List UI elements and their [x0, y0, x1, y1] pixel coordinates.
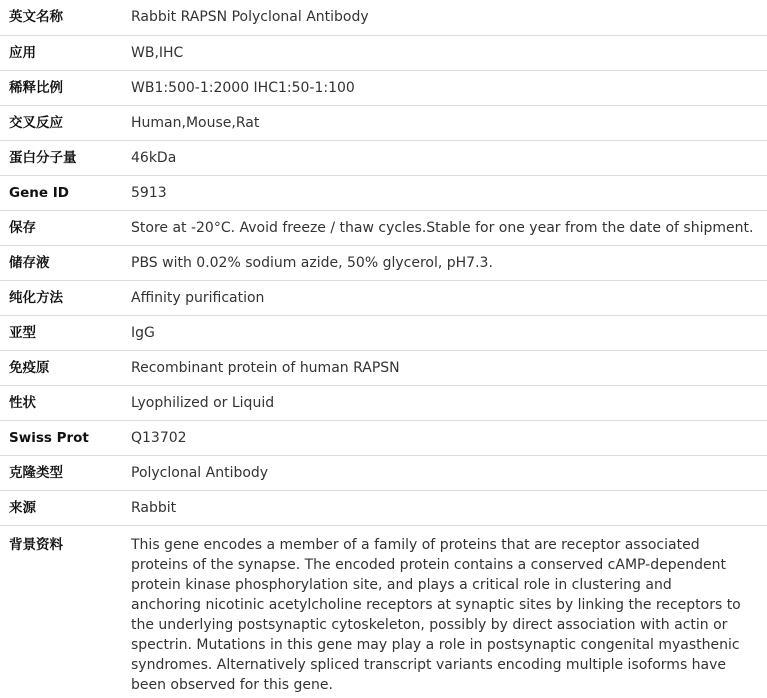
table-row-host — [0, 490, 767, 525]
table-row-application — [0, 35, 767, 70]
table-row-english-name — [0, 0, 767, 35]
row-value: Store at -20°C. Avoid freeze / thaw cycles.Stable for one year from the date of shipment. — [123, 210, 767, 245]
table-row-dilution — [0, 70, 767, 105]
table-row-immunogen — [0, 350, 767, 385]
row-value: Affinity purification — [123, 280, 767, 315]
row-value: Recombinant protein of human RAPSN — [123, 350, 767, 385]
row-value: Polyclonal Antibody — [123, 455, 767, 490]
row-value: Q13702 — [123, 420, 767, 455]
table-row-cross-reactivity — [0, 105, 767, 140]
row-label: 免疫原 — [0, 350, 123, 385]
row-label: Swiss Prot — [0, 420, 123, 455]
table-row-form — [0, 385, 767, 420]
table-row-buffer — [0, 245, 767, 280]
row-value: WB1:500-1:2000 IHC1:50-1:100 — [123, 70, 767, 105]
row-label: 交叉反应 — [0, 105, 123, 140]
row-label: 保存 — [0, 210, 123, 245]
row-label: Gene ID — [0, 175, 123, 210]
row-label: 性状 — [0, 385, 123, 420]
row-value: Lyophilized or Liquid — [123, 385, 767, 420]
row-value: Human,Mouse,Rat — [123, 105, 767, 140]
row-value: IgG — [123, 315, 767, 350]
row-value: WB,IHC — [123, 35, 767, 70]
table-row-molecular-weight — [0, 140, 767, 175]
row-label: 蛋白分子量 — [0, 140, 123, 175]
row-value: 46kDa — [123, 140, 767, 175]
row-label: 克隆类型 — [0, 455, 123, 490]
table-row-clonality — [0, 455, 767, 490]
row-value: This gene encodes a member of a family of proteins that are receptor associated proteins of the synapse. The encoded protein contains a conserved cAMP-dependent protein kinase phosphorylation site, and plays a critical role in clustering and anchoring nicotinic acetylcholine receptors at synaptic sites by linking the receptors to the underlying postsynaptic cytoskeleton, possibly by direct association with actin or spectrin. Mutations in this gene may play a role in postsynaptic congenital myasthenic syndromes. Alternatively spliced transcript variants encoding multiple isoforms have been observed for this gene. — [131, 536, 741, 693]
table-row-background — [0, 525, 767, 698]
table-row-isotype — [0, 315, 767, 350]
table-row-swiss-prot — [0, 420, 767, 455]
row-value: 5913 — [123, 175, 767, 210]
table-row-purification — [0, 280, 767, 315]
row-label: 英文名称 — [0, 0, 123, 35]
row-label: 纯化方法 — [0, 280, 123, 315]
table-row-gene-id — [0, 175, 767, 210]
row-label: 来源 — [0, 490, 123, 525]
row-label: 稀释比例 — [0, 70, 123, 105]
row-value: Rabbit — [123, 490, 767, 525]
row-value: Rabbit RAPSN Polyclonal Antibody — [123, 0, 767, 35]
table-row-storage — [0, 210, 767, 245]
row-label: 储存液 — [0, 245, 123, 280]
row-label: 背景资料 — [9, 536, 63, 553]
row-label: 应用 — [0, 35, 123, 70]
row-label: 亚型 — [0, 315, 123, 350]
row-value: PBS with 0.02% sodium azide, 50% glycerol, pH7.3. — [123, 245, 767, 280]
